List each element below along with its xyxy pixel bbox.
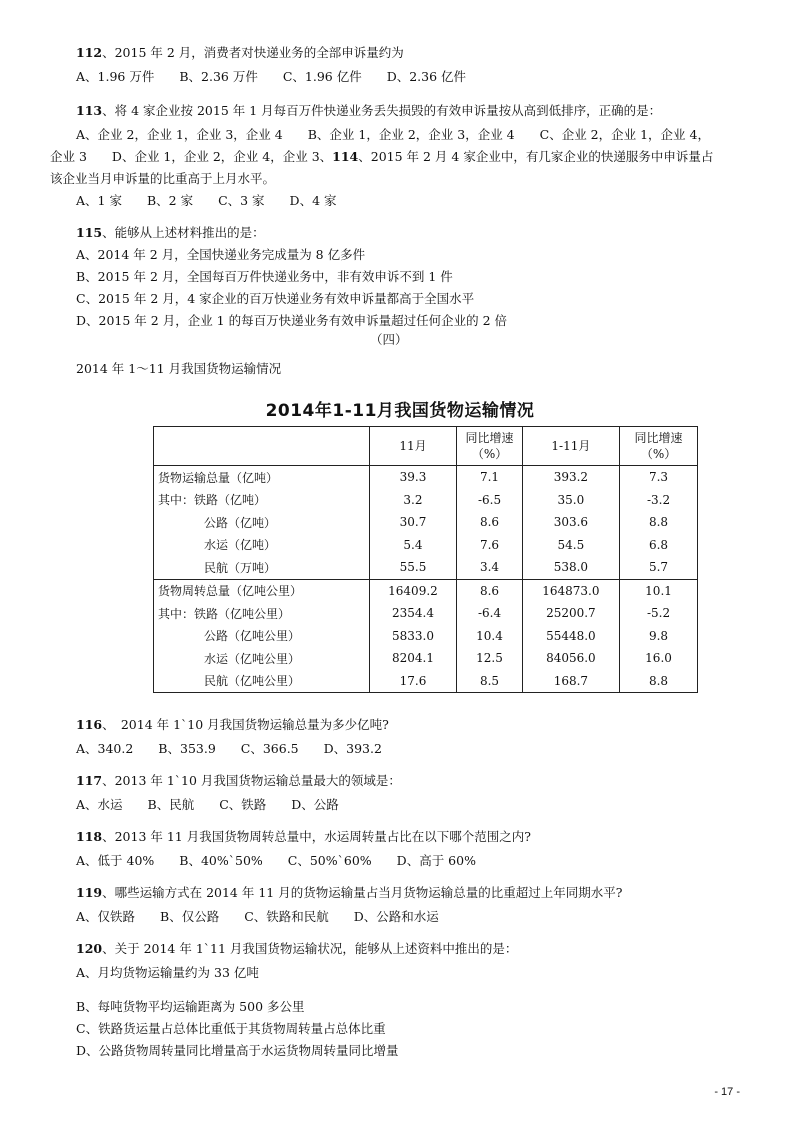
row-label-cell: 公路（亿吨） [154, 511, 370, 534]
option-a: A、2014 年 2 月，全国快递业务完成量为 8 亿多件 [76, 247, 366, 262]
value-cell: 8.8 [620, 670, 698, 693]
value-cell: 5.4 [369, 534, 457, 557]
option-a: A、月均货物运输量约为 33 亿吨 [76, 965, 259, 980]
question-116-options: A、340.2 B、353.9 C、366.5 D、393.2 [76, 741, 382, 756]
option-b: B、2015 年 2 月，全国每百万件快递业务中，非有效申诉不到 1 件 [76, 269, 453, 284]
row-label-cell: 民航（万吨） [154, 556, 370, 579]
question-113-options-line2 [50, 148, 713, 166]
header-cell: 11月 [369, 427, 457, 466]
question-114-options: A、1 家 B、2 家 C、3 家 D、4 家 [76, 193, 337, 208]
table-row [154, 466, 698, 489]
table-row [154, 647, 698, 670]
material-intro: 2014 年 1～11 月我国货物运输情况 [76, 361, 282, 376]
value-cell: 17.6 [369, 670, 457, 693]
question-112-options: A、1.96 万件 B、2.36 万件 C、1.96 亿件 D、2.36 亿件 [76, 69, 467, 84]
value-cell: 54.5 [522, 534, 619, 557]
section-heading: （四） [370, 332, 408, 347]
question-text: 、 2014 年 1`10 月我国货物运输总量为多少亿吨? [102, 717, 389, 732]
value-cell: 3.2 [369, 489, 457, 512]
value-cell: 30.7 [369, 511, 457, 534]
question-number: 119 [76, 885, 103, 900]
value-cell: 5833.0 [369, 625, 457, 648]
option-c: C、铁路货运量占总体比重低于其货物周转量占总体比重 [76, 1021, 386, 1036]
question-118-options: A、低于 40% B、40%`50% C、50%`60% D、高于 60% [76, 853, 476, 868]
row-label-cell: 其中：铁路（亿吨公里） [154, 602, 370, 625]
value-cell: 393.2 [522, 466, 619, 489]
option-d: D、2015 年 2 月，企业 1 的每百万快递业务有效申诉量超过任何企业的 2 倍 [76, 313, 508, 328]
value-cell: -6.5 [457, 489, 522, 512]
value-cell: 55448.0 [522, 625, 619, 648]
question-text: 、2013 年 11 月我国货物周转总量中，水运周转量占比在以下哪个范围之内? [102, 829, 531, 844]
header-cell: 同比增速 （%） [620, 427, 698, 466]
value-cell: 8.6 [457, 511, 522, 534]
value-cell: 5.7 [620, 556, 698, 579]
value-cell: -6.4 [457, 602, 522, 625]
question-113 [76, 102, 661, 120]
header-cell [154, 427, 370, 466]
option-d: D、公路货物周转量同比增量高于水运货物周转量同比增量 [76, 1043, 399, 1058]
question-112 [76, 44, 404, 62]
page-number: - 17 - [714, 1086, 740, 1098]
question-number: 113 [76, 103, 103, 118]
row-label-cell: 水运（亿吨） [154, 534, 370, 557]
question-number: 115 [76, 225, 103, 240]
value-cell: 168.7 [522, 670, 619, 693]
value-cell: 55.5 [369, 556, 457, 579]
table-row [154, 602, 698, 625]
value-cell: 16409.2 [369, 579, 457, 602]
question-number: 116 [76, 717, 103, 732]
question-120 [76, 940, 517, 958]
question-113-options-tail: 企业 3 D、企业 1，企业 2，企业 4，企业 3、 [50, 149, 333, 164]
question-number: 117 [76, 773, 103, 788]
value-cell: 39.3 [369, 466, 457, 489]
question-text: 、关于 2014 年 1`11 月我国货物运输状况，能够从上述资料中推出的是： [102, 941, 518, 956]
question-119 [76, 884, 622, 902]
row-label-cell: 民航（亿吨公里） [154, 670, 370, 693]
table-row [154, 556, 698, 579]
value-cell: 7.1 [457, 466, 522, 489]
row-label-cell: 水运（亿吨公里） [154, 647, 370, 670]
question-number: 118 [76, 829, 103, 844]
row-label-cell: 货物周转总量（亿吨公里） [154, 579, 370, 602]
question-115 [76, 224, 265, 242]
question-number: 112 [76, 45, 103, 60]
value-cell: 303.6 [522, 511, 619, 534]
question-number: 114 [332, 149, 359, 164]
value-cell: 538.0 [522, 556, 619, 579]
value-cell: 84056.0 [522, 647, 619, 670]
value-cell: -3.2 [620, 489, 698, 512]
question-117 [76, 772, 401, 790]
question-118 [76, 828, 531, 846]
value-cell: 6.8 [620, 534, 698, 557]
header-cell: 1-11月 [522, 427, 619, 466]
table-title: 2014年1-11月我国货物运输情况 [265, 401, 535, 421]
value-cell: 25200.7 [522, 602, 619, 625]
value-cell: 16.0 [620, 647, 698, 670]
value-cell: 7.3 [620, 466, 698, 489]
question-114-text: 、2015 年 2 月 4 家企业中，有几家企业的快递服务中申诉量占 [358, 149, 714, 164]
value-cell: 164873.0 [522, 579, 619, 602]
question-number: 120 [76, 941, 103, 956]
value-cell: 8.8 [620, 511, 698, 534]
question-text: 、将 4 家企业按 2015 年 1 月每百万件快递业务丢失损毁的有效申诉量按从高到低排序，正确的是： [102, 103, 662, 118]
value-cell: 12.5 [457, 647, 522, 670]
value-cell: 3.4 [457, 556, 522, 579]
value-cell: 9.8 [620, 625, 698, 648]
value-cell: -5.2 [620, 602, 698, 625]
value-cell: 10.1 [620, 579, 698, 602]
value-cell: 35.0 [522, 489, 619, 512]
option-c: C、2015 年 2 月，4 家企业的百万快递业务有效申诉量都高于全国水平 [76, 291, 475, 306]
question-text: 、能够从上述材料推出的是： [102, 225, 265, 240]
table-row [154, 489, 698, 512]
question-119-options: A、仅铁路 B、仅公路 C、铁路和民航 D、公路和水运 [76, 909, 439, 924]
question-117-options: A、水运 B、民航 C、铁路 D、公路 [76, 797, 339, 812]
freight-table [153, 426, 698, 693]
question-text: 、哪些运输方式在 2014 年 11 月的货物运输量占当月货物运输总量的比重超过上年同期水平? [102, 885, 623, 900]
value-cell: 8.5 [457, 670, 522, 693]
row-label-cell: 其中：铁路（亿吨） [154, 489, 370, 512]
value-cell: 8204.1 [369, 647, 457, 670]
value-cell: 7.6 [457, 534, 522, 557]
row-label-cell: 公路（亿吨公里） [154, 625, 370, 648]
row-label-cell: 货物运输总量（亿吨） [154, 466, 370, 489]
option-b: B、每吨货物平均运输距离为 500 多公里 [76, 999, 305, 1014]
table-row [154, 670, 698, 693]
table-row [154, 625, 698, 648]
question-114-text-cont: 该企业当月申诉量的比重高于上月水平。 [50, 171, 276, 186]
table-header-row [154, 427, 698, 466]
header-cell: 同比增速 （%） [457, 427, 522, 466]
question-text: 、2013 年 1`10 月我国货物运输总量最大的领域是： [102, 773, 401, 788]
question-116 [76, 716, 389, 734]
table-row [154, 511, 698, 534]
value-cell: 10.4 [457, 625, 522, 648]
value-cell: 2354.4 [369, 602, 457, 625]
question-text: 、2015 年 2 月，消费者对快递业务的全部申诉量约为 [102, 45, 404, 60]
value-cell: 8.6 [457, 579, 522, 602]
question-113-options-line1: A、企业 2，企业 1，企业 3，企业 4 B、企业 1，企业 2，企业 3，企业 4 C、企业 2，企业 1，企业 4， [76, 127, 710, 142]
table-row [154, 534, 698, 557]
table-row [154, 579, 698, 602]
